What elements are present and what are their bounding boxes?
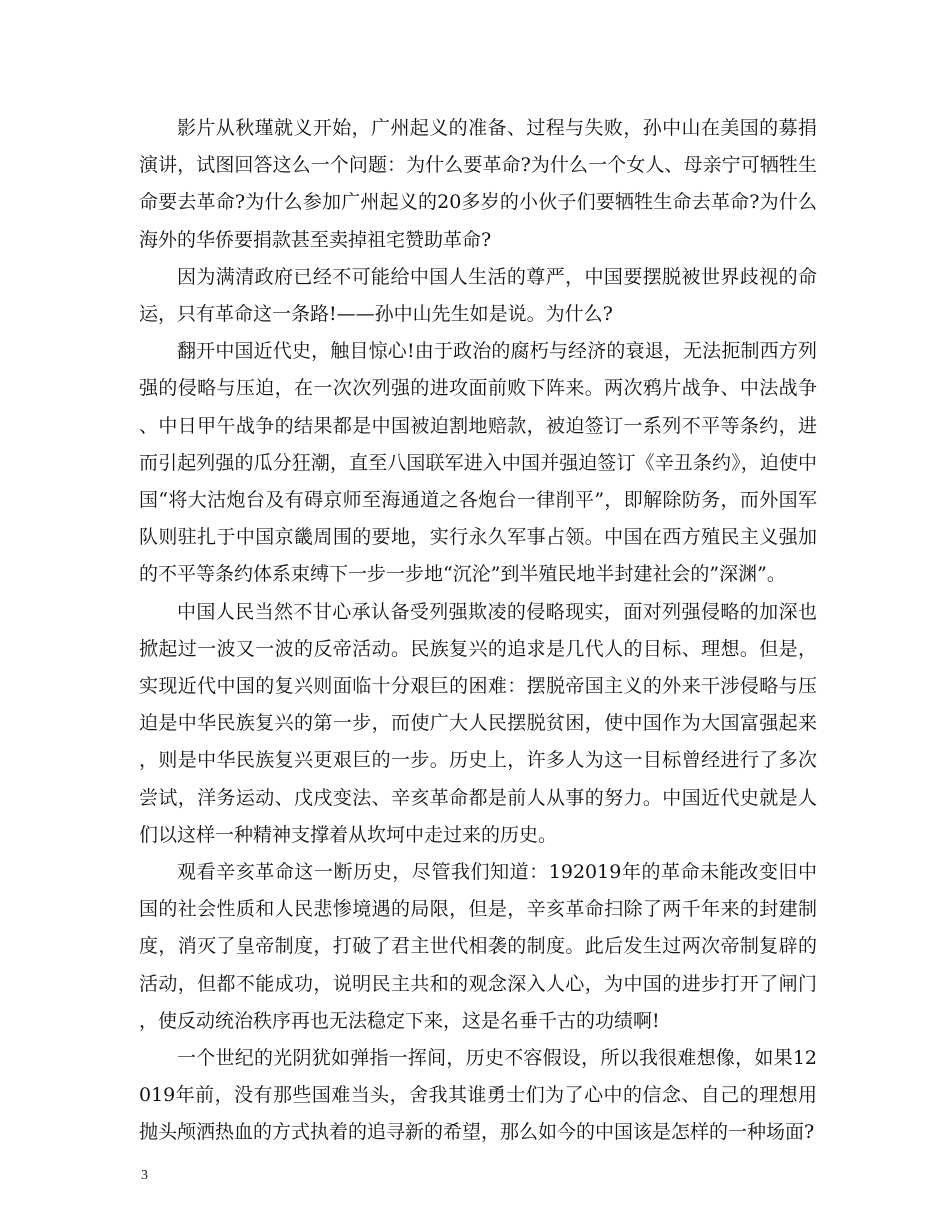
paragraph-2: 因为满清政府已经不可能给中国人生活的尊严，中国要摆脱被世界歧视的命运，只有革命这一条路!——孙中山先生如是说。为什么? — [139, 265, 817, 326]
page-number: 3 — [141, 1168, 148, 1183]
document-body — [139, 110, 817, 1152]
paragraph-1: 影片从秋瑾就义开始，广州起义的准备、过程与失败，孙中山在美国的募捐演讲，试图回答这么一个问题：为什么要革命?为什么一个女人、母亲宁可牺牲生命要去革命?为什么参加广州起义的20多岁的小伙子们要牺牲生命去革命?为什么海外的华侨要捐款甚至卖掉祖宅赞助革命? — [139, 117, 817, 251]
paragraph-3: 翻开中国近代史，触目惊心!由于政治的腐朽与经济的衰退，无法扼制西方列强的侵略与压迫，在一次次列强的进攻面前败下阵来。两次鸦片战争、中法战争、中日甲午战争的结果都是中国被迫割地赔款，被迫签订一系列不平等条约，进而引起列强的瓜分狂潮，直至八国联军进入中国并强迫签订《辛丑条约》，迫使中国“将大沽炮台及有碍京师至海通道之各炮台一律削平”，即解除防务，而外国军队则驻扎于中国京畿周围的要地，实行永久军事占领。中国在西方殖民主义强加的不平等条约体系束缚下一步一步地“沉沦”到半殖民地半封建社会的”深渊”。 — [139, 340, 817, 586]
paragraph-6: 一个世纪的光阴犹如弹指一挥间，历史不容假设，所以我很难想像，如果12019年前，没有那些国难当头，舍我其谁勇士们为了心中的信念、自己的理想用抛头颅洒热血的方式执着的追寻新的希望，那么如今的中国该是怎样的一种场面? — [139, 1047, 817, 1144]
paragraph-5: 观看辛亥革命这一断历史，尽管我们知道：192019年的革命未能改变旧中国的社会性质和人民悲惨境遇的局限，但是，辛亥革命扫除了两千年来的封建制度，消灭了皇帝制度，打破了君主世代相袭的制度。此后发生过两次帝制复辟的活动，但都不能成功，说明民主共和的观念深入人心，为中国的进步打开了闸门，使反动统治秩序再也无法稳定下来，这是名垂千古的功绩啊! — [139, 861, 817, 1032]
paragraph-4: 中国人民当然不甘心承认备受列强欺凌的侵略现实，面对列强侵略的加深也掀起过一波又一波的反帝活动。民族复兴的追求是几代人的目标、理想。但是，实现近代中国的复兴则面临十分艰巨的困难：摆脱帝国主义的外来干涉侵略与压迫是中华民族复兴的第一步，而使广大人民摆脱贫困，使中国作为大国富强起来，则是中华民族复兴更艰巨的一步。历史上，许多人为这一目标曾经进行了多次尝试，洋务运动、戊戌变法、辛亥革命都是前人从事的努力。中国近代史就是人们以这样一种精神支撑着从坎坷中走过来的历史。 — [139, 600, 817, 846]
